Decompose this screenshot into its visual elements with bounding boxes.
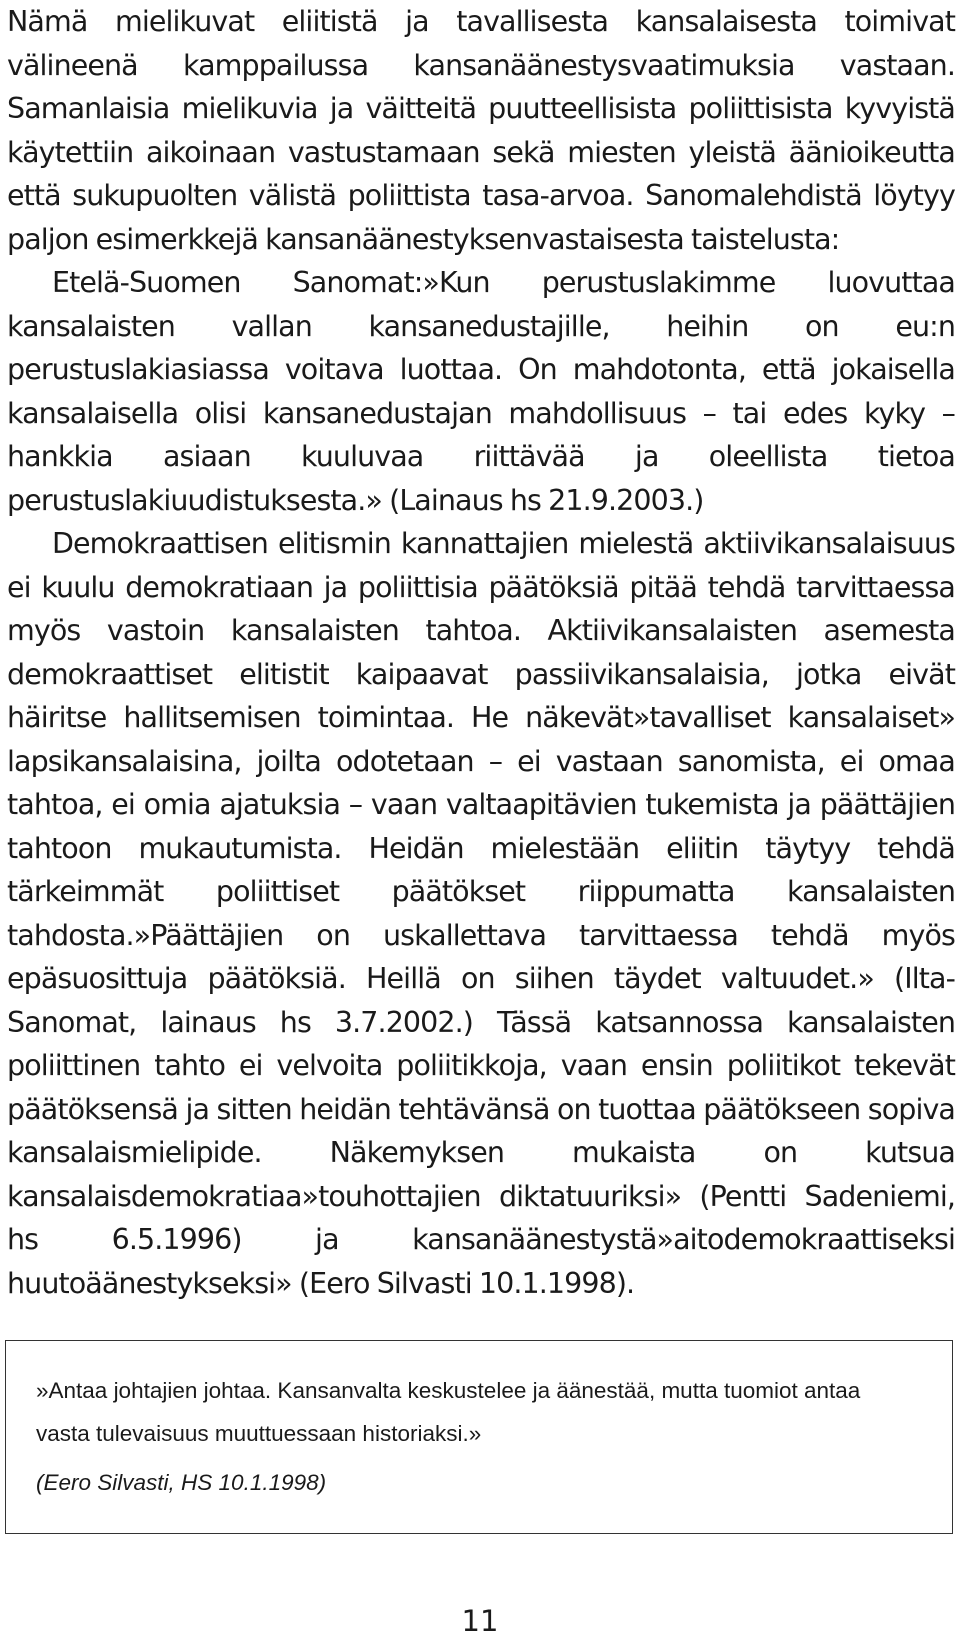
paragraph-democratic-elitism: Demokraattisen elitismin kannattajien mielestä aktiivikansalaisuus ei kuulu demokratiaan ja poliittisia päätöksiä pitää tehdä tarvittaessa myös vastoin kansalaisten tahtoa. Aktiivikansalaisten asemesta demokraattiset elitistit kaipaavat passiivikansalaisia, jotka eivät häiritse hallitsemisen toimintaa. He näkevät»tavalliset kansalaiset» lapsikansalaisina, joilta odotetaan – ei vastaan sanomista, ei omaa tahtoa, ei omia ajatuksia – vaan valtaapitävien tukemista ja päättäjien tahtoon mukautumista. Heidän mielestään eliitin täytyy tehdä tärkeimmät poliittiset päätökset riippumatta kansalaisten tahdosta.»Päättäjien on uskallettava tarvittaessa tehdä myös epäsuosittuja päätöksiä. Heillä on siihen täydet valtuudet.» (Ilta-Sanomat, lainaus hs 3.7.2002.) Tässä katsannossa kansalaisten poliittinen tahto ei velvoita poliitikkoja, vaan ensin poliitikot tekevät päätöksensä ja sitten heidän tehtävänsä on tuottaa päätökseen sopiva kansalaismielipide. Näkemyksen mukaista on kutsua kansalaisdemokratiaa»touhottajien diktatuuriksi» (Pentti Sadeniemi, hs 6.5.1996) ja kansanäänestystä»aitodemokraattiseksi huutoäänestykseksi» (Eero Silvasti 10.1.1998). bbox=[7, 527, 955, 1300]
paragraph-esa-quote: Etelä-Suomen Sanomat:»Kun perustuslakimme luovuttaa kansalaisten vallan kansanedustajille, heihin on eu:n perustuslakiasiassa voitava luottaa. On mahdotonta, että jokaisella kansalaisella olisi kansanedustajan mahdollisuus – tai edes kyky – hankkia asiaan kuuluvaa riittävää ja oleellista tietoa perustuslakiuudistuksesta.» (Lainaus hs 21.9.2003.) bbox=[7, 266, 955, 517]
quote-box bbox=[5, 1340, 953, 1534]
paragraph-intro: Nämä mielikuvat eliitistä ja tavallisesta kansalaisesta toimivat välineenä kamppailussa kansanäänestysvaatimuksia vastaan. Samanlaisia mielikuvia ja väitteitä puutteellisista poliittisista kyvyistä käytettiin aikoinaan vastustamaan sekä miesten yleistä äänioikeutta että sukupuolten välistä poliittista tasa-arvoa. Sanomalehdistä löytyy paljon esimerkkejä kansanäänestyksenvastaisesta taistelusta: bbox=[7, 5, 955, 256]
quote-source: (Eero Silvasti, HS 10.1.1998) bbox=[36, 1470, 327, 1495]
body-text bbox=[7, 0, 955, 1305]
page-number: 11 bbox=[461, 1604, 499, 1638]
quote-text: »Antaa johtajien johtaa. Kansanvalta keskustelee ja äänestää, mutta tuomiot antaa vasta tulevaisuus muuttuessaan historiaksi.» bbox=[36, 1378, 861, 1446]
